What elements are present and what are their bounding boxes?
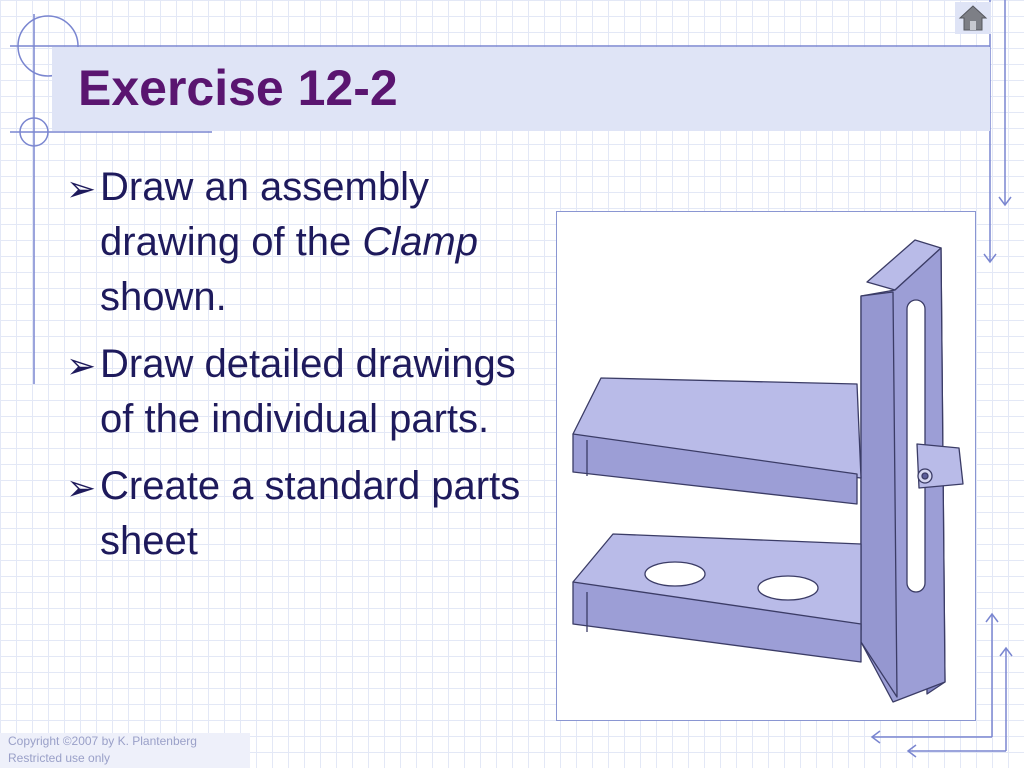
clamp-3d-model-image: [557, 212, 975, 720]
page-title: Exercise 12-2: [78, 60, 398, 116]
bullet-item: ➢ Create a standard parts sheet: [66, 459, 546, 569]
copyright-text: Copyright ©2007 by K. Plantenberg: [8, 734, 197, 748]
home-icon: [955, 2, 991, 34]
bullet-list: [66, 160, 546, 581]
chevron-right-arrow-icon: ➢: [66, 468, 97, 509]
notice-text: Restricted use only: [8, 751, 111, 765]
home-button[interactable]: [955, 2, 991, 34]
bullet-item: ➢ Draw an assembly drawing of the Clamp shown.: [66, 160, 546, 325]
clamp-figure: [556, 211, 976, 721]
chevron-right-arrow-icon: ➢: [66, 346, 97, 387]
footer: [0, 733, 250, 768]
bullet-item: ➢ Draw detailed drawings of the individual parts.: [66, 337, 546, 447]
chevron-right-arrow-icon: ➢: [66, 169, 97, 210]
